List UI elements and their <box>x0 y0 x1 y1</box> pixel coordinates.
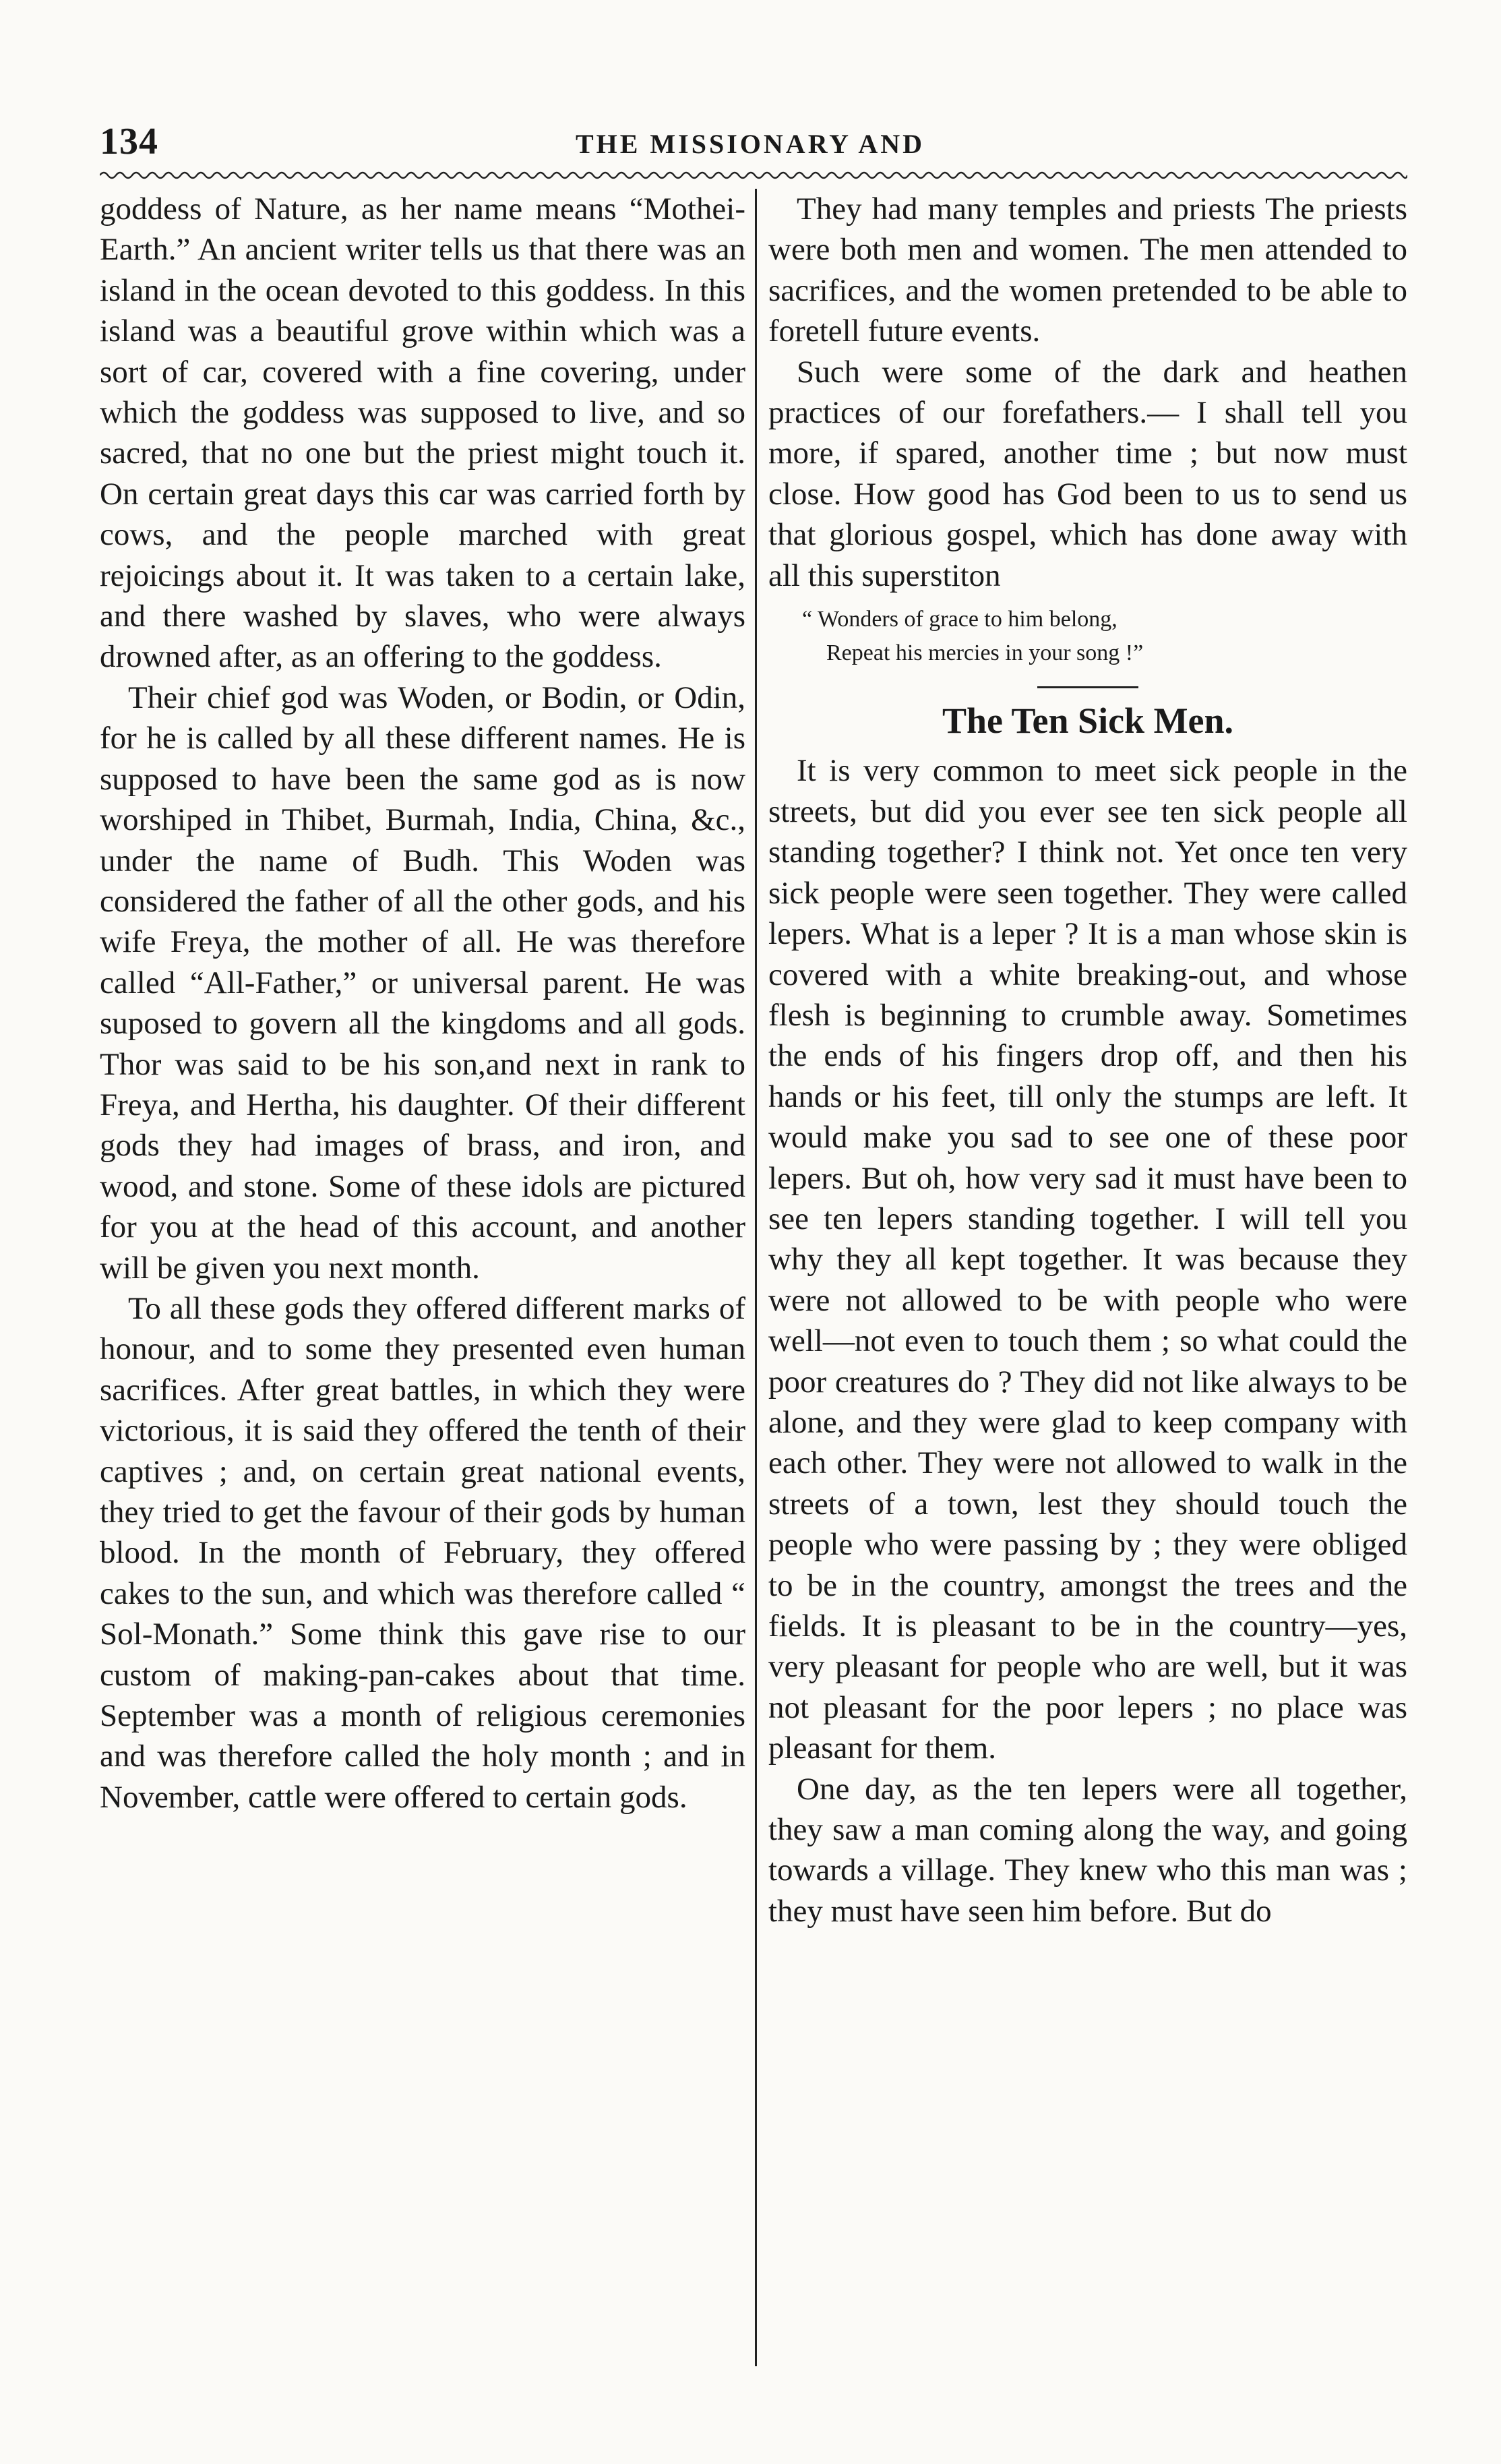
right-paragraph-4: One day, as the ten lepers were all together, they saw a man coming along the way, and going towards a village. They knew who this man was ; they must have seen him before. But do <box>768 1771 1407 1929</box>
running-head: THE MISSIONARY AND <box>575 129 925 159</box>
page-header <box>100 120 1401 174</box>
left-paragraph-3: To all these gods they offered different marks of honour, and to some they presented even human sacrifices. After great battles, in which they were victorious, it is said they offered the tenth of their captives ; and, on certain great national events, they tried to get the favour of their gods by human blood. In the month of February, they offered cakes to the sun, and which was therefore called “ Sol-Monath.” Some think this gave rise to our custom of making-pan-cakes about that time. September was a month of religious ceremonies and was therefore called the holy month ; and in November, cattle were offered to certain gods. <box>100 1290 745 1815</box>
page-number: 134 <box>100 121 158 162</box>
verse-line-2: Repeat his mercies in your song !” <box>826 640 1144 666</box>
section-rule <box>1037 686 1138 688</box>
column-divider <box>755 189 757 2366</box>
right-column <box>768 189 1407 1931</box>
wavy-rule-divider <box>100 167 1407 183</box>
right-paragraph-2: Such were some of the dark and heathen practices of our forefathers.— I shall tell you more, if spared, another time ; but now must close. How good has God been to us to send us that glorious gospel, which has done away with all this superstiton <box>768 354 1407 593</box>
right-paragraph-3: It is very common to meet sick people in the streets, but did you ever see ten sick people all standing together? I think not. Yet once ten very sick people were seen together. They were called lepers. What is a leper ? It is a man whose skin is covered with a white breaking-out, and whose flesh is beginning to crumble away. Sometimes the ends of his fingers drop off, and then his hands or his feet, till only the stumps are left. It would make you sad to see one of these poor lepers. But oh, how very sad it must have been to see ten lepers standing together. I will tell you why they all kept together. It was because they were not allowed to be with people who were well—not even to touch them ; so what could the poor creatures do ? They did not like always to be alone, and they were glad to keep company with each other. They were not allowed to walk in the streets of a town, lest they should touch the people who were passing by ; they were obliged to be in the country, amongst the trees and the fields. It is pleasant to be in the country—yes, very pleasant for people who are well, but it was not pleasant for the poor lepers ; no place was pleasant for them. <box>768 753 1407 1766</box>
left-column <box>100 189 745 1817</box>
right-paragraph-1: They had many temples and priests The priests were both men and women. The men attended to sacrifices, and the women pretended to be able to foretell future events. <box>768 191 1407 349</box>
left-paragraph-1: goddess of Nature, as her name means “Mothei-Earth.” An ancient writer tells us that there was an island in the ocean devoted to this goddess. In this island was a beautiful grove within which was a sort of car, covered with a fine covering, under which the goddess was supposed to live, and so sacred, that no one but the priest might touch it. On certain great days this car was carried forth by cows, and the people marched with great rejoicings about it. It was taken to a certain lake, and there washed by slaves, who were always drowned after, as an offering to the goddess. <box>100 191 745 675</box>
hymn-verse <box>802 603 1407 670</box>
left-paragraph-2: Their chief god was Woden, or Bodin, or Odin, for he is called by all these different names. He is supposed to have been the same god as is now worshiped in Thibet, Burmah, India, China, &c., under the name of Budh. This Woden was considered the father of all the other gods, and his wife Freya, the mother of all. He was therefore called “All-Father,” or universal parent. He was suposed to govern all the kingdoms and all gods. Thor was said to be his son,and next in rank to Freya, and Hertha, his daughter. Of their different gods they had images of brass, and iron, and wood, and stone. Some of these idols are pictured for you at the head of this account, and another will be given you next month. <box>100 680 745 1286</box>
section-title: The Ten Sick Men. <box>942 700 1234 742</box>
verse-line-1: “ Wonders of grace to him belong, <box>802 607 1117 632</box>
